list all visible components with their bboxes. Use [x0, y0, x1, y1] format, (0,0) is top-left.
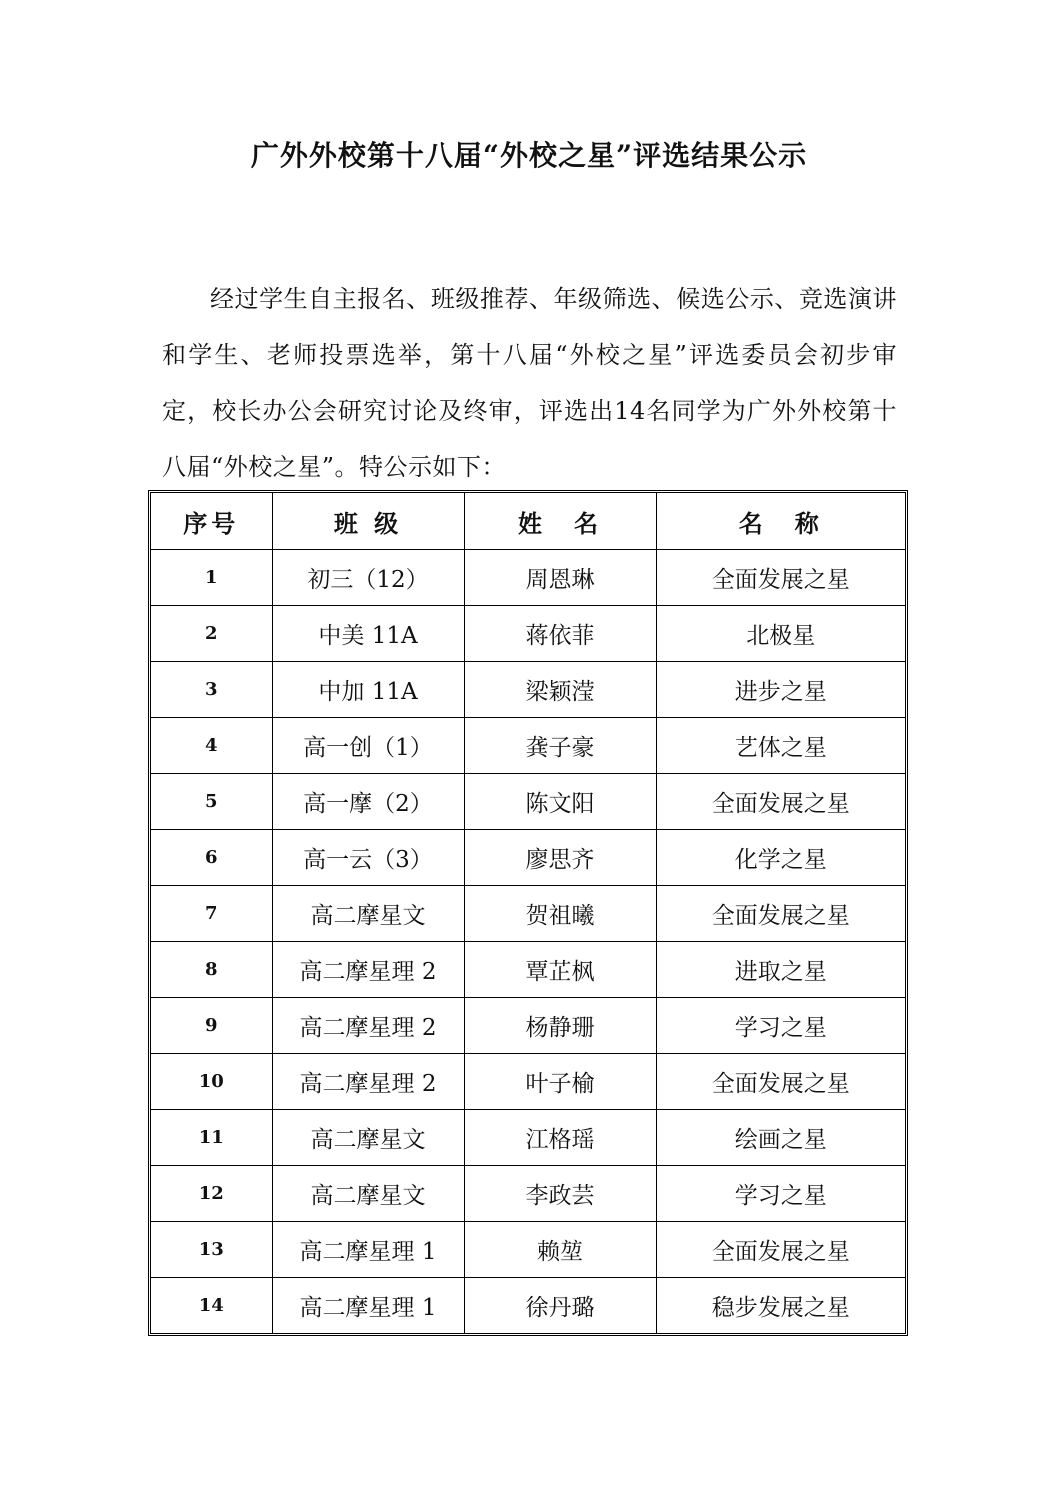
- cell-class: 高二摩星理 2: [272, 998, 464, 1054]
- cell-name: 赖堃: [464, 1222, 656, 1278]
- table-row: [151, 662, 905, 718]
- cell-class: 中加 11A: [272, 662, 464, 718]
- header-seq: 序号: [151, 493, 272, 550]
- header-class: 班 级: [272, 493, 464, 550]
- cell-seq: 3: [151, 662, 272, 718]
- cell-title: 全面发展之星: [656, 550, 905, 606]
- cell-title: 稳步发展之星: [656, 1278, 905, 1334]
- table-row: [151, 1222, 905, 1278]
- intro-paragraph: 经过学生自主报名、班级推荐、年级筛选、候选公示、竞选演讲和学生、老师投票选举，第十八届“外校之星”评选委员会初步审定，校长办公会研究讨论及终审，评选出14名同学为广外外校第十八届“外校之星”。特公示如下：: [162, 285, 897, 481]
- table-row: [151, 550, 905, 606]
- cell-title: 学习之星: [656, 998, 905, 1054]
- cell-name: 龚子豪: [464, 718, 656, 774]
- cell-seq: 2: [151, 606, 272, 662]
- page-title: 广外外校第十八届“外校之星”评选结果公示: [250, 139, 808, 172]
- cell-seq: 8: [151, 942, 272, 998]
- cell-title: 学习之星: [656, 1166, 905, 1222]
- table-row: [151, 830, 905, 886]
- cell-seq: 1: [151, 550, 272, 606]
- cell-name: 陈文阳: [464, 774, 656, 830]
- table-row: [151, 886, 905, 942]
- cell-title: 艺体之星: [656, 718, 905, 774]
- cell-class: 高二摩星理 2: [272, 1054, 464, 1110]
- cell-title: 进取之星: [656, 942, 905, 998]
- table-row: [151, 1110, 905, 1166]
- cell-name: 覃芷枫: [464, 942, 656, 998]
- table-row: [151, 718, 905, 774]
- cell-title: 全面发展之星: [656, 1054, 905, 1110]
- cell-class: 高二摩星文: [272, 1110, 464, 1166]
- cell-name: 杨静珊: [464, 998, 656, 1054]
- table-row: [151, 942, 905, 998]
- table-row: [151, 1278, 905, 1334]
- header-title: 名 称: [656, 493, 905, 550]
- cell-name: 江格瑶: [464, 1110, 656, 1166]
- table-row: [151, 1054, 905, 1110]
- results-table: [151, 493, 905, 1333]
- cell-class: 中美 11A: [272, 606, 464, 662]
- cell-seq: 7: [151, 886, 272, 942]
- cell-seq: 14: [151, 1278, 272, 1334]
- table-row: [151, 606, 905, 662]
- cell-name: 徐丹璐: [464, 1278, 656, 1334]
- table-row: [151, 774, 905, 830]
- cell-class: 高二摩星理 2: [272, 942, 464, 998]
- cell-class: 高二摩星文: [272, 886, 464, 942]
- cell-name: 蒋依菲: [464, 606, 656, 662]
- cell-title: 绘画之星: [656, 1110, 905, 1166]
- cell-class: 高一摩（2）: [272, 774, 464, 830]
- cell-title: 化学之星: [656, 830, 905, 886]
- table-row: [151, 1166, 905, 1222]
- cell-name: 廖思齐: [464, 830, 656, 886]
- cell-seq: 10: [151, 1054, 272, 1110]
- cell-name: 李政芸: [464, 1166, 656, 1222]
- cell-seq: 4: [151, 718, 272, 774]
- header-name: 姓 名: [464, 493, 656, 550]
- cell-class: 高一云（3）: [272, 830, 464, 886]
- cell-seq: 13: [151, 1222, 272, 1278]
- cell-seq: 5: [151, 774, 272, 830]
- table-row: [151, 998, 905, 1054]
- cell-class: 高二摩星文: [272, 1166, 464, 1222]
- cell-title: 进步之星: [656, 662, 905, 718]
- cell-seq: 11: [151, 1110, 272, 1166]
- cell-name: 贺祖曦: [464, 886, 656, 942]
- results-table-frame: [148, 490, 908, 1336]
- cell-name: 梁颖滢: [464, 662, 656, 718]
- cell-title: 北极星: [656, 606, 905, 662]
- cell-seq: 9: [151, 998, 272, 1054]
- cell-class: 高二摩星理 1: [272, 1222, 464, 1278]
- cell-seq: 12: [151, 1166, 272, 1222]
- cell-class: 高一创（1）: [272, 718, 464, 774]
- cell-name: 周恩琳: [464, 550, 656, 606]
- cell-title: 全面发展之星: [656, 774, 905, 830]
- cell-title: 全面发展之星: [656, 886, 905, 942]
- cell-seq: 6: [151, 830, 272, 886]
- table-header-row: [151, 493, 905, 550]
- cell-class: 初三（12）: [272, 550, 464, 606]
- cell-name: 叶子榆: [464, 1054, 656, 1110]
- cell-class: 高二摩星理 1: [272, 1278, 464, 1334]
- cell-title: 全面发展之星: [656, 1222, 905, 1278]
